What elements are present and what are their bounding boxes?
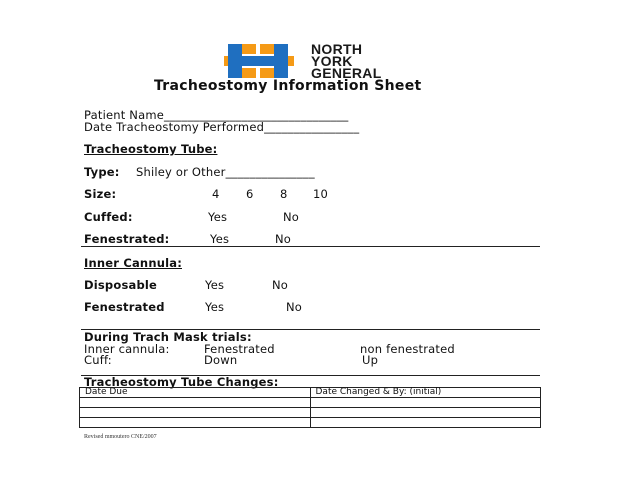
cannula-fenestrated-yes-option[interactable]: Yes	[205, 300, 225, 314]
table-row	[80, 408, 541, 418]
brand-wordmark	[311, 43, 382, 79]
brand-line-1: NORTH	[311, 41, 363, 57]
type-options[interactable]: Shiley or Other_______________	[136, 165, 315, 179]
fenestrated-option[interactable]: Fenestrated	[204, 342, 275, 356]
date-changed-header: Date Changed & By: (initial)	[310, 388, 541, 398]
cannula-fenestrated-no-option[interactable]: No	[286, 300, 303, 314]
date-due-cell[interactable]	[80, 418, 311, 428]
tube-heading: Tracheostomy Tube:	[84, 142, 218, 156]
size-option-10[interactable]: 10	[313, 187, 329, 201]
cuff-label: Cuff:	[84, 353, 112, 367]
tube-fenestrated-no-option[interactable]: No	[275, 232, 292, 246]
cuffed-no-option[interactable]: No	[283, 210, 300, 224]
date-due-cell[interactable]	[80, 398, 311, 408]
disposable-label: Disposable	[84, 278, 158, 292]
page-title: Tracheostomy Information Sheet	[154, 78, 422, 94]
date-due-cell[interactable]	[80, 408, 311, 418]
tube-fenestrated-label: Fenestrated:	[84, 232, 170, 246]
disposable-no-option[interactable]: No	[272, 278, 289, 292]
cuff-down-option[interactable]: Down	[204, 353, 238, 367]
cuff-up-option[interactable]: Up	[362, 353, 379, 367]
cuffed-yes-option[interactable]: Yes	[208, 210, 228, 224]
date-due-header: Date Due	[80, 388, 311, 398]
patient-name-field[interactable]: Patient Name_______________________________	[84, 108, 349, 122]
cannula-fenestrated-label: Fenestrated	[84, 300, 165, 314]
date-changed-cell[interactable]	[310, 418, 541, 428]
section-divider	[81, 246, 540, 247]
date-performed-field[interactable]: Date Tracheostomy Performed________________	[84, 120, 360, 134]
brand-line-3: GENERAL	[311, 65, 382, 81]
table-row	[80, 418, 541, 428]
north-york-general-logo	[224, 44, 294, 78]
inner-cannula-label: Inner cannula:	[84, 342, 170, 356]
table-header-row	[80, 388, 541, 398]
type-label: Type:	[84, 165, 120, 179]
cuffed-label: Cuffed:	[84, 210, 133, 224]
disposable-yes-option[interactable]: Yes	[205, 278, 225, 292]
revision-footer: Revised mmoutero CNE/2007	[84, 434, 157, 440]
tube-changes-table	[79, 387, 541, 428]
non-fenestrated-option[interactable]: non fenestrated	[360, 342, 455, 356]
trach-mask-heading: During Trach Mask trials:	[84, 330, 252, 344]
date-changed-cell[interactable]	[310, 398, 541, 408]
size-option-4[interactable]: 4	[212, 187, 220, 201]
date-changed-cell[interactable]	[310, 408, 541, 418]
size-label: Size:	[84, 187, 117, 201]
size-option-6[interactable]: 6	[246, 187, 254, 201]
tube-changes-heading: Tracheostomy Tube Changes:	[84, 375, 279, 389]
size-option-8[interactable]: 8	[280, 187, 288, 201]
inner-cannula-heading: Inner Cannula:	[84, 256, 182, 270]
table-row	[80, 398, 541, 408]
tube-fenestrated-yes-option[interactable]: Yes	[210, 232, 230, 246]
brand-line-2: YORK	[311, 53, 353, 69]
